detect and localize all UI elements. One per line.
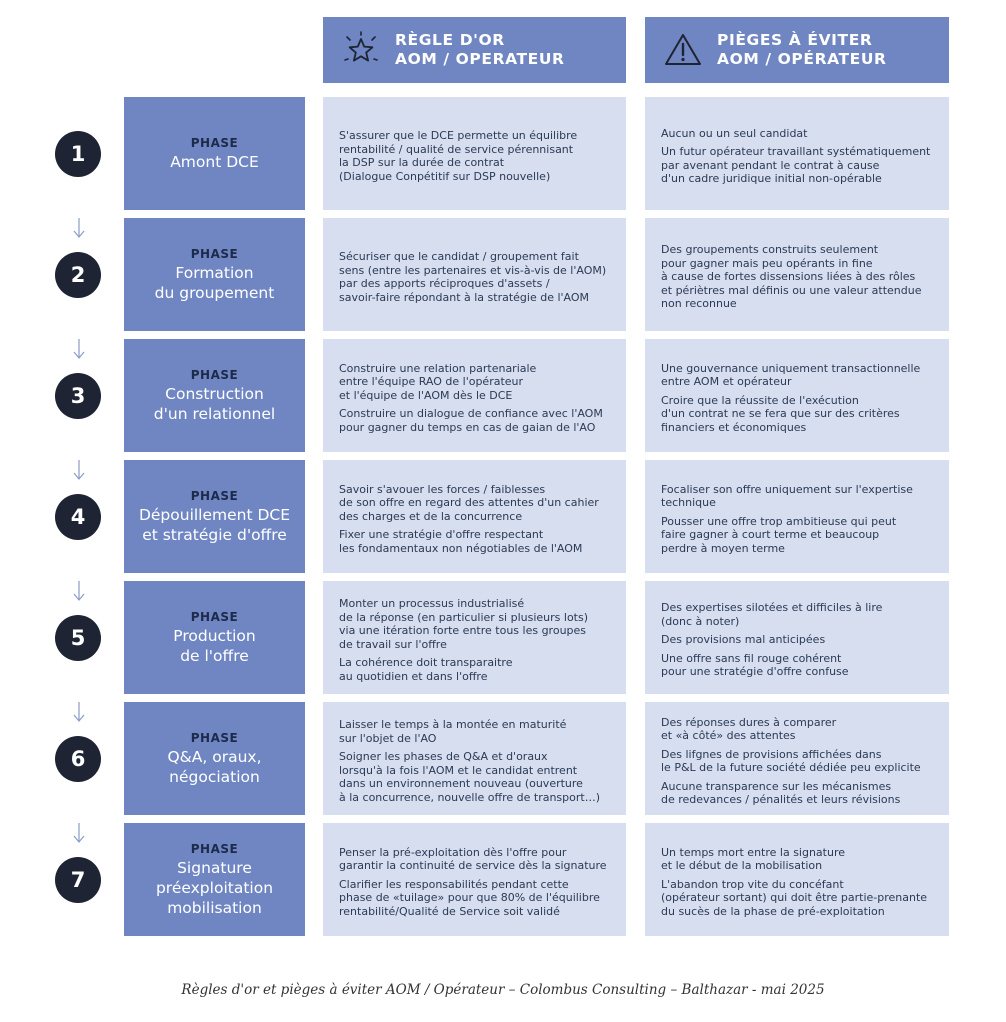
cell-text-line: non reconnue [661,297,737,311]
cell-text-line: les fondamentaux non négotiables de l'AOM [339,541,583,555]
step-number-badge: 4 [55,494,101,540]
phase-label: PHASE [190,246,239,261]
phase-name [173,626,255,666]
phase-label: PHASE [190,841,239,856]
regle-dor-cell [323,581,626,694]
phase-row [0,97,1006,210]
cell-text-line: la DSP sur la durée de contrat [339,156,505,169]
phase-row [0,218,1006,331]
regle-dor-cell [323,339,626,452]
phase-name [154,384,275,424]
regle-dor-cell [323,97,626,210]
regle-dor-cell [323,702,626,815]
phase-box [124,581,305,694]
cell-text-line: à cause de fortes dissensions liées à des rôles [661,270,916,284]
cell-text-line: du sucès de la phase de pré-exploitation [661,904,885,918]
cell-paragraph [661,748,935,775]
cell-text-line: Fixer une stratégie d'offre respectant [339,528,544,542]
header-regle-dor-line1: RÈGLE D'OR [395,31,505,49]
phase-name-line: négociation [169,767,260,786]
header-pieges-line1: PIÈGES À ÉVITER [717,31,873,49]
phase-name [167,747,261,787]
cell-text-line: d'un contrat ne se fera que sur des critères [661,407,900,421]
cell-text-line: financiers et économiques [661,420,807,434]
header-regle-dor-line2: AOM / OPERATEUR [395,50,565,68]
cell-text-line: Une gouvernance uniquement transactionnelle [661,361,921,375]
phase-name-line: Amont DCE [170,152,259,171]
phase-name-line: Formation [175,263,254,282]
cell-text-line: Des provisions mal anticipées [661,633,826,647]
cell-text-line: (opérateur sortant) qui doit être partie-prenante [661,891,928,905]
phase-label: PHASE [190,488,239,503]
cell-paragraph [339,656,612,683]
phase-box [124,823,305,936]
phase-box [124,97,305,210]
cell-paragraph [661,878,935,919]
cell-paragraph [339,750,612,804]
cell-paragraph [661,846,935,873]
cell-paragraph [661,716,935,743]
phase-name-line: Dépouillement DCE [138,505,291,524]
phase-name [155,263,275,303]
cell-paragraph [661,515,935,556]
cell-text-line: faire gagner à court terme et beaucoup [661,528,880,542]
cell-text-line: pour gagner mais peu opérants in fine [661,256,873,270]
phase-name [170,152,259,172]
cell-text-line: de redevances / pénalités et leurs révisions [661,793,901,806]
phase-row [0,702,1006,815]
cell-paragraph [339,362,612,403]
cell-text-line: lorsqu'à la fois l'AOM et le candidat entrent [339,763,578,777]
phase-label: PHASE [190,135,239,150]
step-number-badge: 3 [55,373,101,419]
phase-name-line: Construction [165,384,264,403]
warning-triangle-icon [663,30,703,70]
cell-text-line: Des réponses dures à comparer [661,715,837,729]
regle-dor-cell [323,823,626,936]
cell-paragraph [661,780,935,807]
cell-text-line: et «à côté» des attentes [661,729,796,742]
cell-text-line: L'abandon trop vite du concéfant [661,877,844,891]
cell-paragraph [661,243,935,311]
cell-text-line: Construire une relation partenariale [339,361,537,375]
cell-text-line: Des lifgnes de provisions affichées dans [661,747,882,761]
cell-text-line: par des apports réciproques d'assets / [339,277,550,290]
cell-text-line: phase de «tuilage» pour que 80% de l'équilibre [339,891,600,905]
cell-paragraph [339,407,612,434]
cell-paragraph [661,394,935,435]
pieges-cell [645,339,949,452]
cell-text-line: S'assurer que le DCE permette un équilibre [339,129,578,142]
cell-paragraph [661,362,935,389]
cell-text-line: sur l'objet de l'AO [339,731,437,745]
pieges-cell [645,460,949,573]
cell-paragraph [339,718,612,745]
cell-paragraph [339,878,612,919]
cell-paragraph [661,652,935,679]
cell-text-line: Soigner les phases de Q&A et d'oraux [339,750,548,763]
pieges-cell [645,97,949,210]
phase-box [124,218,305,331]
cell-text-line: Un temps mort entre la signature [661,845,846,859]
cell-paragraph [339,597,612,651]
cell-paragraph [339,528,612,555]
cell-text-line: technique [661,496,716,510]
phase-label: PHASE [190,730,239,745]
cell-paragraph [661,483,935,510]
cell-text-line: de son offre en regard des attentes d'un cahier [339,496,599,510]
phase-row [0,581,1006,694]
phase-name [139,505,290,545]
cell-text-line: sens (entre les partenaires et vis-à-vis de l'AOM) [339,263,607,277]
cell-text-line: rentabilité / qualité de service pérennisant [339,142,574,156]
cell-text-line: Pousser une offre trop ambitieuse qui peut [661,514,897,528]
phase-name-line: préexploitation [155,878,274,897]
cell-text-line: dans un environnement nouveau (ouverture [339,777,583,790]
phase-row [0,339,1006,452]
cell-paragraph [339,250,612,304]
phase-box [124,460,305,573]
step-number-badge: 1 [55,131,101,177]
step-number-badge: 6 [55,736,101,782]
cell-text-line: d'un cadre juridique initial non-opérable [661,172,882,185]
phase-name-line: Signature [177,858,252,877]
cell-text-line: et périètres mal définis ou une valeur attendue [661,283,922,297]
pieges-cell [645,581,949,694]
cell-paragraph [661,601,935,628]
cell-text-line: Penser la pré-exploitation dès l'offre pour [339,845,567,859]
cell-text-line: Croire que la réussite de l'exécution [661,393,859,407]
cell-text-line: le P&L de la future société dédiée peu explicite [661,761,921,774]
cell-text-line: Des groupements construits seulement [661,243,879,257]
phase-label: PHASE [190,367,239,382]
phase-name-line: du groupement [154,283,275,302]
header-pieges [645,17,949,83]
cell-text-line: au quotidien et dans l'offre [339,669,488,683]
step-number-badge: 5 [55,615,101,661]
cell-paragraph [661,145,935,186]
cell-text-line: via une itération forte entre tous les groupes [339,624,587,637]
cell-text-line: Monter un processus industrialisé [339,597,525,610]
cell-text-line: perdre à moyen terme [661,541,785,555]
cell-text-line: de la réponse (en particulier si plusieurs lots) [339,610,589,624]
header-pieges-title [717,31,887,69]
cell-text-line: (Dialogue Conpétitif sur DSP nouvelle) [339,169,551,183]
phase-name-line: de l'offre [180,646,249,665]
phase-name [156,858,273,918]
star-sparkle-icon [341,30,381,70]
regle-dor-cell [323,460,626,573]
cell-paragraph [661,633,935,647]
cell-text-line: La cohérence doit transparaitre [339,656,513,669]
cell-text-line: Aucune transparence sur les mécanismes [661,779,892,793]
cell-text-line: Un futur opérateur travaillant systématiquement [661,145,931,158]
step-number-badge: 2 [55,252,101,298]
cell-text-line: Des expertises silotées et difficiles à lire [661,601,883,615]
cell-text-line: Aucun ou un seul candidat [661,126,808,140]
cell-text-line: et le début de la mobilisation [661,859,823,873]
cell-text-line: des charges et de la concurrence [339,509,523,523]
step-number-badge: 7 [55,857,101,903]
phase-name-line: Production [173,626,256,645]
cell-text-line: par avenant pendant le contrat à cause [661,158,880,172]
header-regle-dor [323,17,626,83]
cell-text-line: Laisser le temps à la montée en maturité [339,718,567,731]
cell-text-line: Focaliser son offre uniquement sur l'expertise [661,482,913,496]
cell-text-line: à la concurrence, nouvelle offre de transport…) [339,790,601,804]
regle-dor-cell [323,218,626,331]
phase-label: PHASE [190,609,239,624]
cell-text-line: Savoir s'avouer les forces / faiblesses [339,482,546,496]
figure-caption: Règles d'or et pièges à éviter AOM / Opérateur – Colombus Consulting – Balthazar - mai 2025 [181,982,825,998]
cell-paragraph [339,483,612,524]
cell-text-line: de travail sur l'offre [339,637,447,651]
pieges-cell [645,218,949,331]
cell-paragraph [339,129,612,183]
cell-text-line: entre l'équipe RAO de l'opérateur [339,375,524,389]
cell-text-line: (donc à noter) [661,614,740,628]
cell-text-line: entre AOM et opérateur [661,375,792,389]
cell-text-line: Une offre sans fil rouge cohérent [661,651,842,665]
cell-text-line: Clarifier les responsabilités pendant cette [339,877,569,891]
pieges-cell [645,823,949,936]
phase-name-line: mobilisation [167,898,262,917]
phase-name-line: Q&A, oraux, [167,747,262,766]
cell-text-line: pour gagner du temps en cas de gaian de l'AO [339,420,596,434]
cell-text-line: garantir la continuité de service dès la signature [339,859,607,873]
header-pieges-line2: AOM / OPÉRATEUR [717,50,887,68]
cell-text-line: Sécuriser que le candidat / groupement fait [339,250,579,263]
pieges-cell [645,702,949,815]
cell-text-line: et l'équipe de l'AOM dès le DCE [339,388,513,402]
cell-text-line: Construire un dialogue de confiance avec l'AOM [339,407,603,421]
cell-paragraph [661,127,935,141]
phase-box [124,702,305,815]
cell-paragraph [339,846,612,873]
header-regle-dor-title [395,31,565,69]
phase-name-line: et stratégie d'offre [142,525,287,544]
phase-row [0,823,1006,936]
phase-box [124,339,305,452]
phase-name-line: d'un relationnel [153,404,276,423]
phase-row [0,460,1006,573]
cell-text-line: savoir-faire répondant à la stratégie de l'AOM [339,290,590,304]
cell-text-line: pour une stratégie d'offre confuse [661,665,849,679]
cell-text-line: rentabilité/Qualité de Service soit validé [339,904,560,918]
